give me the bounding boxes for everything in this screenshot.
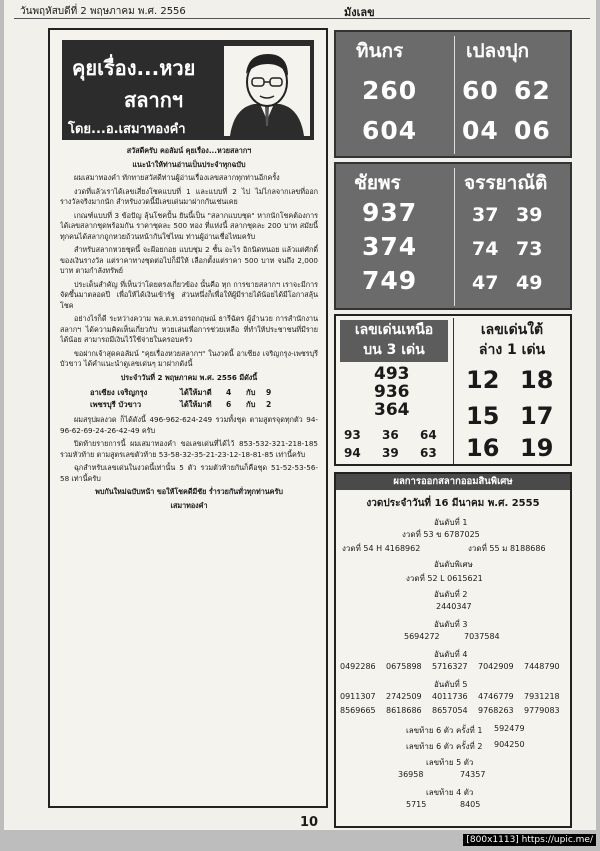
tip-number: 62 (514, 76, 551, 105)
prize-value: 592479 (494, 724, 525, 733)
prize-value: 8618686 (386, 706, 422, 715)
prize-value: 5716327 (432, 662, 468, 671)
lucky-row (90, 399, 318, 411)
prize-value: 8569665 (340, 706, 376, 715)
tip-number: 260 (362, 76, 418, 105)
prize-value: 0911307 (340, 692, 376, 701)
tip-number: 374 (362, 232, 418, 261)
article-paragraph: เกณฑ์แบบที่ 3 ข้อปัญ ลุ้นโชคปั้น ยันนี้เป็น "สลากแบบชุด" หากนักโชคต้องการได้เลขสลากชุดพร้อมกัน ราคาชุดละ 500 ทอง ที่แห่งนี้ สลากชุดละ 200 บาท สมัยนี้ทุกคนได้สลากถูกหวยถ้วนหน้ากันใช่ไหม ท่านผู้อ่านเชื่อไหมครับ (60, 210, 318, 241)
north-header (340, 320, 448, 362)
tip-number: 60 (462, 76, 499, 105)
prize-label: เลขท้าย 4 ตัว (426, 788, 474, 797)
author-caricature-image (224, 46, 310, 136)
page-header (14, 2, 590, 19)
tip-box-b (334, 162, 572, 310)
prize-value: 2742509 (386, 692, 422, 701)
tipster-name: เปลงปุก (466, 40, 530, 62)
prize-label: อันดับที่ 1 (434, 518, 468, 527)
prize-value: 7037584 (464, 632, 500, 641)
prize-value: 36958 (398, 770, 424, 779)
prize-label: เลขท้าย 5 ตัว (426, 758, 474, 767)
tip-number: 937 (362, 198, 418, 227)
tip-number: 73 (516, 238, 543, 260)
results-title: ผลการออกสลากออมสินพิเศษ (336, 474, 570, 490)
newspaper-page (4, 0, 596, 830)
south-number: 17 (520, 402, 554, 430)
prize-value: 8405 (460, 800, 481, 809)
savings-lottery-results (334, 472, 572, 828)
lucky-label: ได้ให้มาดี (180, 388, 212, 397)
prize-value: 9779083 (524, 706, 560, 715)
south-number: 15 (466, 402, 500, 430)
prize-label: อันดับที่ 5 (434, 680, 468, 689)
lucky-sep: กับ (246, 400, 256, 409)
banner-title-line1: คุยเรื่อง...หวย (72, 56, 196, 80)
prize-value: 904250 (494, 740, 525, 749)
article-paragraph: ผมเสมาทองคำ ทักทายสวัสดีท่านผู้อ่านเรื่องเลขสลากทุกท่านอีกครั้ง (74, 173, 280, 182)
prize-label: อันดับที่ 4 (434, 650, 468, 659)
column-banner (62, 40, 314, 140)
north-subtitle: บน 3 เด่น (363, 342, 425, 358)
article-signature: เสมาทองคำ (170, 500, 208, 510)
article-paragraph: ขอฝากเจ้าสุดคอลัมน์ "คุยเรื่องหวยสลากฯ" ในงวดนี้ อาเซียง เจริญกรุง-เพชรบุรี บัวขาว ได้คำแนะนำดูเลขเด่นๆ มาฝากดังนี้ (60, 348, 318, 368)
tip-number: 74 (472, 238, 499, 260)
north-pair: 63 (420, 446, 437, 460)
banner-title-line2: สลากฯ (124, 88, 184, 112)
prize-value: 7448790 (524, 662, 560, 671)
lucky-digit: 4 (226, 388, 232, 397)
north-title: เลขเด่นเหนือ (354, 322, 434, 338)
south-number: 18 (520, 366, 554, 394)
article-greeting: สวัสดีครับ คอลัมน์ คุยเรื่อง...หวยสลากฯ (126, 146, 252, 155)
tip-number: 47 (472, 272, 499, 294)
north-pair: 64 (420, 428, 437, 442)
article-subtitle: แนะนำให้ท่านอ่านเป็นประจำทุกฉบับ (132, 159, 246, 169)
lucky-digit: 2 (266, 400, 272, 409)
north-number: 936 (374, 382, 410, 402)
south-number: 19 (520, 434, 554, 462)
prize-value: 4011736 (432, 692, 468, 701)
image-credit: [800x1113] https://upic.me/ (463, 834, 596, 846)
north-pair: 93 (344, 428, 361, 442)
prize-value: งวดที่ 54 H 4168962 (342, 544, 421, 553)
divider (454, 36, 455, 154)
north-pair: 94 (344, 446, 361, 460)
article-column (48, 28, 328, 808)
prize-value: 0492286 (340, 662, 376, 671)
lead-numbers-box (334, 314, 572, 466)
prize-value: 0675898 (386, 662, 422, 671)
lucky-row (90, 387, 318, 399)
article-body (60, 146, 318, 796)
article-paragraph: งวดที่แล้วเราได้เลขเสี่ยงโชคแบบที่ 1 และแบบที่ 2 ไป ไม่ไกลจากเลขที่ออกรางวัลจริงมากนัก สำหรับงวดนี้มีเลขเด่นมาฝากกันเช่นเคย (60, 186, 318, 206)
tip-number: 04 (462, 116, 499, 145)
results-draw-date: งวดประจำวันที่ 16 มีนาคม พ.ศ. 2555 (366, 498, 540, 509)
prize-value: งวดที่ 53 ข 6787025 (402, 530, 480, 539)
lucky-sep: กับ (246, 388, 256, 397)
south-number: 12 (466, 366, 500, 394)
column-name: มังเลข (344, 6, 375, 19)
prize-label: อันดับพิเศษ (434, 560, 473, 569)
page-number: 10 (300, 815, 319, 830)
prize-value: 2440347 (436, 602, 472, 611)
tipster-name: ทินกร (356, 40, 404, 62)
lucky-label: ได้ให้มาดี (180, 400, 212, 409)
divider (454, 168, 455, 306)
prize-value: งวดที่ 55 ม 8188686 (468, 544, 546, 553)
article-draw-line: ประจำวันที่ 2 พฤษภาคม พ.ศ. 2556 มีดังนี้ (120, 372, 258, 382)
prize-value: 74357 (460, 770, 486, 779)
prize-value: 9768263 (478, 706, 514, 715)
prize-value: 5715 (406, 800, 427, 809)
tip-number: 49 (516, 272, 543, 294)
article-paragraph: ฉุกสำหรับเลขเด่นในงวดนี้เท่านั้น 5 ตัว รวมตัวท้ายกันก็คือชุด 51-52-53-56-58 เท่านี้ครับ (60, 463, 318, 483)
south-subtitle: ล่าง 1 เด่น (478, 342, 546, 358)
tip-box-a (334, 30, 572, 158)
article-paragraph: ปิดท้ายรายการนี้ ผมเสมาทองคำ ขอเลขเด่นที่ได้ไว้ 853-532-321-218-185 รวมหัวท้าย ตามสูตรเลขตัวท้าย 53-58-32-35-21-23-12-18-81-85 เท่านี้ครับ (60, 439, 318, 459)
tipster-name: จรรยาณัติ (464, 172, 548, 194)
prize-label: อันดับที่ 3 (434, 620, 468, 629)
tipster-name: ชัยพร (354, 172, 401, 194)
south-title: เลขเด่นใต้ (480, 322, 544, 338)
issue-date: วันพฤหัสบดีที่ 2 พฤษภาคม พ.ศ. 2556 (20, 6, 186, 17)
tip-number: 749 (362, 266, 418, 295)
banner-author: โดย...อ.เสมาทองคำ (68, 122, 186, 137)
article-closing: พบกันใหม่ฉบับหน้า ขอให้โชคดีมีชัย ร่ำรวยกันทั่วทุกท่านครับ (95, 487, 283, 496)
prize-value: งวดที่ 52 L 0615621 (406, 574, 483, 583)
prize-value: 5694272 (404, 632, 440, 641)
tip-number: 604 (362, 116, 418, 145)
article-paragraph: ประเด็นสำคัญ ที่เห็นว่าโดยตรงเกี่ยวข้อง นั้นคือ ทุก การขายสลากฯ เราจะมีการจัดขึ้นมาตลอดปี เพื่อให้ได้เงินเข้ารัฐ ส่วนหนึ่งก็เพื่อให้ผู้มีรายได้น้อยได้มีโอกาสลุ้นโชค (60, 279, 318, 310)
south-header (458, 320, 566, 362)
tip-number: 06 (514, 116, 551, 145)
south-number: 16 (466, 434, 500, 462)
prize-value: 4746779 (478, 692, 514, 701)
prize-value: 7042909 (478, 662, 514, 671)
lucky-name: อาเซียง เจริญกรุง (90, 388, 148, 397)
prize-label: เลขท้าย 6 ตัว ครั้งที่ 2 (406, 742, 483, 751)
prize-label: อันดับที่ 2 (434, 590, 468, 599)
prize-value: 8657054 (432, 706, 468, 715)
lucky-digit: 6 (226, 400, 232, 409)
north-pair: 39 (382, 446, 399, 460)
prize-value: 7931218 (524, 692, 560, 701)
north-number: 364 (374, 400, 410, 420)
tip-number: 39 (516, 204, 543, 226)
north-number: 493 (374, 364, 410, 384)
lucky-numbers-list (90, 387, 318, 411)
lucky-name: เพชรบุรี บัวขาว (90, 400, 142, 409)
north-pair: 36 (382, 428, 399, 442)
lucky-digit: 9 (266, 388, 272, 397)
article-summary: ผมสรุปผลงวด ก็ได้ดังนี้ 496-962-624-249 รวมทั้งชุด ตามสูตรจุดทุกตัว 94-96-62-69-24-26-42-49 ครับ (60, 415, 318, 435)
prize-label: เลขท้าย 6 ตัว ครั้งที่ 1 (406, 726, 483, 735)
tip-number: 37 (472, 204, 499, 226)
divider (453, 318, 454, 464)
article-paragraph: สำหรับสลากหวยชุดนี้ จะผีอยกอย แบบชุ่ม 2 ชั้น อะไร อิกนิดหนอย แล้วแต่ศักดิ์ของเงินรางวัล แต่ราคาทางชุดต่อไปก็มีให้ เลือกตั้งแต่ราคา 500 บาท จนถึง 2,000 บาท ตามกำลังทรัพย์ (60, 245, 318, 275)
article-paragraph: อย่างไรก็ดี ระหว่างความ พล.ต.ท.อรรถกฤษณ์ ธารีฉัตร ผู้อำนวย การสำนักงานสลากฯ ได้ความคิดเห็นเกี่ยวกับ หวยเล่นเพื่อการช่วยเหลือ ที่ทำให้ประชาชนที่มีรายได้น้อย สามารถมีเงินไว้ใช้จ่ายในครอบครัว (60, 314, 318, 344)
